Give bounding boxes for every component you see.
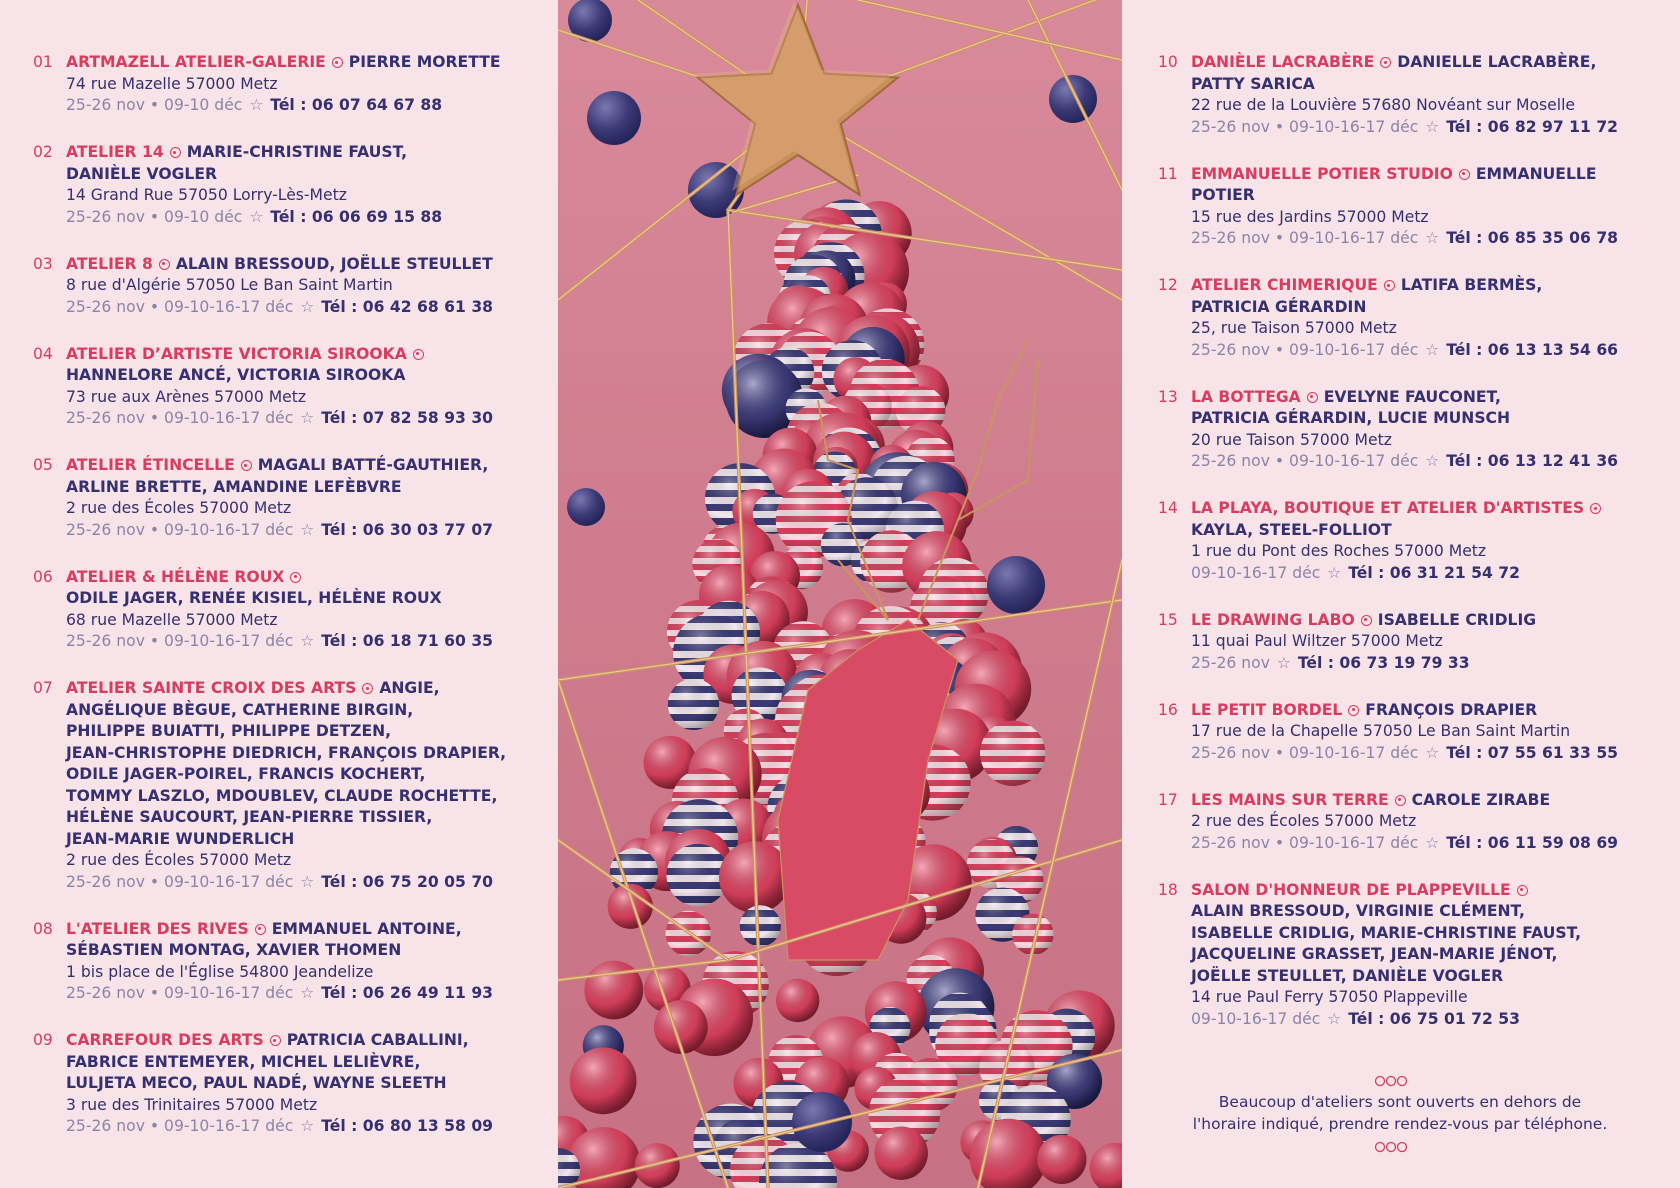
ornament-shading [980,721,1045,786]
star-outline-icon: ☆ [295,872,320,891]
venue-artists-continued: HANNELORE ANCÉ, VICTORIA SIROOKA [66,366,406,384]
circle-dot-icon [1384,280,1395,291]
venue-artists: PIERRE MORETTE [348,53,501,71]
venue-artists-continued: PATRICIA GÉRARDIN [1191,297,1367,316]
venue-title [66,567,558,589]
venue-dates: 25-26 nov • 09-10-16-17 déc [1191,117,1419,136]
venue-address: 22 rue de la Louvière 57680 Novéant sur Moselle [1191,96,1575,114]
venue-dates-line [1158,340,1680,362]
note-line-1: Beaucoup d'ateliers sont ouverts en dehors de [1218,1093,1582,1111]
venue-number: 08 [33,919,53,938]
venue-title [1191,498,1680,520]
circle-dot-icon [362,683,373,694]
venue-name: ATELIER D’ARTISTE VICTORIA SIROOKA [66,344,407,363]
venue-number: 11 [1158,164,1178,183]
venue-dates-line [33,872,558,894]
venue-address: 17 rue de la Chapelle 57050 Le Ban Saint Martin [1191,722,1571,740]
venue-header [33,1030,558,1052]
venue-address: 73 rue aux Arènes 57000 Metz [66,387,307,406]
venue-address: 11 quai Paul Wiltzer 57000 Metz [1191,632,1443,650]
circle-dot-icon [159,259,170,270]
venue-dates: 25-26 nov • 09-10 déc [66,207,243,226]
venue-phone: Tél : 06 26 49 11 93 [321,984,494,1002]
venue-entry [1158,610,1680,675]
venue-dates: 25-26 nov • 09-10-16-17 déc [66,1117,294,1135]
venue-artists: EMMANUELLE [1475,164,1597,183]
venue-address: 8 rue d'Algérie 57050 Le Ban Saint Martin [66,276,393,294]
venue-entry [1158,387,1680,473]
venue-artists-continued: DANIÈLE VOGLER [66,164,217,183]
star-outline-icon: ☆ [1271,653,1296,672]
venue-address: 14 Grand Rue 57050 Lorry-Lès-Metz [66,186,347,204]
note-line-2: l'horaire indiqué, prendre rendez-vous par téléphone. [1192,1115,1608,1133]
venue-name: LA PLAYA, BOUTIQUE ET ATELIER D'ARTISTES [1191,499,1585,517]
venue-title [66,344,558,366]
venue-entry [1158,700,1680,765]
venue-number: 18 [1158,880,1178,899]
star-outline-icon: ☆ [295,632,320,650]
venue-dates: 25-26 nov • 09-10-16-17 déc [66,632,294,650]
venue-number: 15 [1158,610,1178,629]
star-highlight [694,1,894,191]
star-outline-icon: ☆ [244,96,269,114]
venue-artists-continued: JACQUELINE GRASSET, JEAN-MARIE JÉNOT, [1191,945,1558,963]
venue-entry [33,344,558,430]
star-outline-icon: ☆ [295,297,320,316]
venue-number: 16 [1158,700,1178,719]
venue-name: ATELIER & HÉLÈNE ROUX [66,567,285,586]
venue-artists: ALAIN BRESSOUD, JOËLLE STEULLET [175,254,493,273]
circle-dot-icon [241,460,252,471]
venue-dates-line [1158,1009,1680,1031]
star-outline-icon: ☆ [1420,229,1445,247]
ornament-shading [740,905,781,946]
venue-header [33,142,558,164]
venue-entry [1158,880,1680,1031]
venue-phone: Tél : 06 07 64 67 88 [270,96,443,114]
gold-wire-highlight [1028,0,1122,190]
venue-artists-continued: JOËLLE STEULLET, DANIÈLE VOGLER [1191,966,1504,985]
venue-dates: 25-26 nov • 09-10 déc [66,96,243,114]
venue-dates: 25-26 nov • 09-10-16-17 déc [1191,340,1419,359]
venue-name: ARTMAZELL ATELIER-GALERIE [66,53,326,71]
venue-header [33,254,558,276]
venue-artists-continued: HÉLÈNE SAUCOURT, JEAN-PIERRE TISSIER, [66,808,433,826]
venue-entry [33,142,558,228]
venue-entry [1158,164,1680,250]
venue-title [66,1030,558,1052]
star-outline-icon: ☆ [1322,1009,1347,1028]
venue-dates: 25-26 nov • 09-10-16-17 déc [1191,833,1419,852]
venue-title [1191,700,1680,722]
venue-address: 1 rue du Pont des Roches 57000 Metz [1191,542,1487,560]
star-outline-icon: ☆ [295,984,320,1002]
left-column [0,0,558,1188]
venue-dates: 25-26 nov • 09-10-16-17 déc [1191,452,1419,470]
venue-name: LE DRAWING LABO [1191,610,1355,629]
venue-artists-continued: SÉBASTIEN MONTAG, XAVIER THOMEN [66,941,402,959]
venue-number: 07 [33,679,53,697]
venue-dates: 09-10-16-17 déc [1191,1009,1321,1028]
venue-artists-continued: ALAIN BRESSOUD, VIRGINIE CLÉMENT, [1191,902,1525,920]
venue-title [66,455,558,477]
venue-entry [33,919,558,1005]
venue-phone: Tél : 06 11 59 08 69 [1446,833,1619,852]
venue-dates-line [1158,228,1680,250]
venue-header [33,567,558,589]
venue-header [1158,275,1680,297]
venue-dates-line [33,408,558,430]
venue-address: 20 rue Taison 57000 Metz [1191,430,1392,449]
venue-name: ATELIER 8 [66,254,153,273]
venue-name: DANIÈLE LACRABÈRE [1191,53,1375,71]
venue-address: 3 rue des Trinitaires 57000 Metz [66,1095,318,1114]
venue-address: 74 rue Mazelle 57000 Metz [66,74,278,93]
floating-navy-ball [1049,75,1097,123]
venue-title [1191,164,1680,186]
venue-title [66,52,558,74]
venue-dates-line [1158,117,1680,139]
venue-name: ATELIER CHIMERIQUE [1191,276,1378,294]
venue-number: 02 [33,143,53,161]
circle-dot-icon [1307,392,1318,403]
venue-artists: EMMANUEL ANTOINE, [271,919,462,938]
ornament-shading [1037,1135,1086,1184]
venue-phone: Tél : 06 13 13 54 66 [1446,340,1619,359]
venue-artists: PATRICIA CABALLINI, [286,1031,469,1049]
venue-number: 04 [33,344,53,363]
venue-artists: ISABELLE CRIDLIG [1377,610,1537,629]
venue-header [1158,700,1680,722]
venue-artists: ANGIE, [379,679,440,697]
ornament-shading [668,679,719,730]
venue-title [66,142,558,164]
circle-dot-icon [1459,169,1470,180]
venue-title [1191,275,1680,297]
venue-address: 68 rue Mazelle 57000 Metz [66,610,278,629]
venue-dates: 25-26 nov [1191,653,1270,672]
circle-dot-icon [170,147,181,158]
venue-number: 01 [33,53,53,71]
star-outline-icon: ☆ [244,207,269,226]
venue-address: 1 bis place de l'Église 54800 Jeandelize [66,962,374,981]
venue-dates-line [33,297,558,319]
venue-artists: MAGALI BATTÉ-GAUTHIER, [257,456,489,474]
venue-name: ATELIER SAINTE CROIX DES ARTS [66,679,357,697]
venue-dates-line [33,631,558,653]
christmas-tree-illustration [558,0,1122,1188]
circle-dot-icon [1590,503,1601,514]
venue-title [1191,52,1680,74]
right-column [1122,0,1680,1188]
ornament-shading [570,1047,637,1114]
venue-entry [1158,498,1680,584]
venue-entry [33,1030,558,1138]
star-outline-icon: ☆ [1420,743,1445,762]
venue-dates-line [33,207,558,229]
floating-navy-ball [587,91,641,145]
circle-dot-icon [413,349,424,360]
venue-name: LA BOTTEGA [1191,387,1301,406]
gold-wire-highlight [558,960,728,980]
venue-entry [33,254,558,319]
venue-title [66,919,558,941]
venue-entry [33,678,558,893]
venue-name: LE PETIT BORDEL [1191,700,1343,719]
venue-title [1191,610,1680,632]
venue-name: ATELIER 14 [66,143,164,161]
venue-dates: 09-10-16-17 déc [1191,563,1321,582]
venue-header [1158,52,1680,74]
triple-circle-icon [1374,1075,1408,1087]
venue-number: 17 [1158,790,1178,809]
venue-address: 2 rue des Écoles 57000 Metz [1191,812,1417,830]
venue-phone: Tél : 06 80 13 58 09 [321,1117,494,1135]
star-outline-icon: ☆ [295,409,320,427]
venue-artists-continued: TOMMY LASZLO, MDOUBLEV, CLAUDE ROCHETTE, [66,786,498,805]
venue-phone: Tél : 07 82 58 93 30 [321,409,494,427]
venue-artists-continued: LULJETA MECO, PAUL NADÉ, WAYNE SLEETH [66,1074,447,1092]
circle-dot-icon [290,572,301,583]
venue-header [1158,880,1680,902]
venue-entry [1158,275,1680,361]
venue-dates-line [33,95,558,117]
venue-phone: Tél : 06 73 19 79 33 [1297,653,1470,672]
circle-dot-icon [1348,705,1359,716]
venue-entry [33,52,558,117]
venue-artists-continued: PATRICIA GÉRARDIN, LUCIE MUNSCH [1191,409,1511,427]
venue-name: SALON D'HONNEUR DE PLAPPEVILLE [1191,880,1511,899]
venue-name: EMMANUELLE POTIER STUDIO [1191,164,1453,183]
venue-artists-continued: FABRICE ENTEMEYER, MICHEL LELIÈVRE, [66,1052,421,1071]
venue-artists: LATIFA BERMÈS, [1400,276,1543,294]
venue-header [1158,387,1680,409]
venue-phone: Tél : 06 75 20 05 70 [321,872,494,891]
venue-name: LES MAINS SUR TERRE [1191,790,1389,809]
venue-header [33,678,558,700]
floating-navy-ball [567,488,605,526]
star-outline-icon: ☆ [295,1117,320,1135]
venue-entry [33,455,558,541]
venue-artists-continued: JEAN-CHRISTOPHE DIEDRICH, FRANÇOIS DRAPIER, [66,743,507,762]
venue-title [1191,790,1680,812]
venue-artists: DANIELLE LACRABÈRE, [1397,53,1597,71]
venue-address: 14 rue Paul Ferry 57050 Plappeville [1191,988,1468,1006]
venue-entry [1158,52,1680,138]
circle-dot-icon [270,1035,281,1046]
floating-navy-ball [987,556,1045,614]
venue-artists-continued: ANGÉLIQUE BÈGUE, CATHERINE BIRGIN, [66,700,414,719]
venue-phone: Tél : 06 75 01 72 53 [1348,1009,1520,1028]
venue-address: 25, rue Taison 57000 Metz [1191,319,1397,337]
venue-phone: Tél : 06 82 97 11 72 [1446,117,1619,136]
venue-dates: 25-26 nov • 09-10-16-17 déc [66,520,294,539]
venue-number: 03 [33,254,53,273]
venue-title [1191,880,1680,902]
venue-header [33,344,558,366]
venue-artists-continued: POTIER [1191,186,1255,204]
venue-dates-line [1158,653,1680,675]
venue-artists-continued: ODILE JAGER-POIREL, FRANCIS KOCHERT, [66,765,426,783]
venue-artists-continued: PHILIPPE BUIATTI, PHILIPPE DETZEN, [66,722,392,740]
venue-number: 05 [33,456,53,474]
venue-header [1158,790,1680,812]
venue-number: 14 [1158,499,1178,517]
venue-title [66,678,558,700]
circle-dot-icon [1380,57,1391,68]
venue-dates: 25-26 nov • 09-10-16-17 déc [1191,743,1419,762]
opening-hours-note [1140,1091,1660,1135]
venue-dates-line [33,983,558,1005]
star-outline-icon: ☆ [1420,117,1445,136]
venue-dates: 25-26 nov • 09-10-16-17 déc [66,872,294,891]
star-outline-icon: ☆ [1420,452,1445,470]
venue-entry [1158,790,1680,855]
venue-number: 10 [1158,53,1178,71]
venue-header [33,919,558,941]
ornament-shading [1090,1143,1122,1188]
venue-header [33,455,558,477]
ornament-shading [776,979,819,1022]
venue-phone: Tél : 06 13 12 41 36 [1446,452,1619,470]
venue-phone: Tél : 06 30 03 77 07 [321,520,494,539]
venue-dates: 25-26 nov • 09-10-16-17 déc [66,984,294,1002]
venue-dates-line [33,520,558,542]
venue-phone: Tél : 06 18 71 60 35 [321,632,494,650]
venue-artists: FRANÇOIS DRAPIER [1365,700,1538,719]
tree-artwork [558,0,1122,1188]
venue-artists: EVELYNE FAUCONET, [1323,387,1501,406]
venue-address: 2 rue des Écoles 57000 Metz [66,851,292,869]
venue-dates: 25-26 nov • 09-10-16-17 déc [1191,229,1419,247]
venue-artists: CAROLE ZIRABE [1411,790,1551,809]
venue-address: 15 rue des Jardins 57000 Metz [1191,207,1429,226]
venue-dates-line [1158,451,1680,473]
venue-header [1158,610,1680,632]
ornament-shading [875,1127,928,1180]
venue-phone: Tél : 06 85 35 06 78 [1446,229,1619,247]
circle-dot-icon [255,924,266,935]
venue-dates: 25-26 nov • 09-10-16-17 déc [66,409,294,427]
venue-dates-line [1158,833,1680,855]
venue-artists-continued: JEAN-MARIE WUNDERLICH [66,829,295,848]
triple-circle-icon [1374,1141,1408,1153]
venue-phone: Tél : 06 06 69 15 88 [270,207,443,226]
circle-dot-icon [1395,795,1406,806]
venue-header [1158,498,1680,520]
venue-artists-continued: ARLINE BRETTE, AMANDINE LEFÈBVRE [66,477,402,496]
circle-dot-icon [1517,885,1528,896]
venue-header [1158,164,1680,186]
venue-name: CARREFOUR DES ARTS [66,1031,264,1049]
venue-title [1191,387,1680,409]
venue-phone: Tél : 06 31 21 54 72 [1348,563,1520,582]
star-outline-icon: ☆ [1322,563,1347,582]
venue-dates-line [1158,743,1680,765]
venue-name: L'ATELIER DES RIVES [66,919,249,938]
star-outline-icon: ☆ [1420,340,1445,359]
gold-wire-highlight [858,0,1122,60]
venue-artists: MARIE-CHRISTINE FAUST, [186,143,407,161]
venue-number: 12 [1158,276,1178,294]
venue-name: ATELIER ÉTINCELLE [66,456,235,474]
venue-title [66,254,558,276]
venue-artists-continued: KAYLA, STEEL-FOLLIOT [1191,520,1392,539]
venue-phone: Tél : 07 55 61 33 55 [1446,743,1619,762]
venue-phone: Tél : 06 42 68 61 38 [321,297,494,316]
ornament-shading [635,1143,680,1188]
circle-dot-icon [332,57,343,68]
venue-header [33,52,558,74]
star-outline-icon: ☆ [1420,833,1445,852]
venue-number: 06 [33,567,53,586]
venue-address: 2 rue des Écoles 57000 Metz [66,499,292,517]
venue-artists-continued: ISABELLE CRIDLIG, MARIE-CHRISTINE FAUST, [1191,923,1581,942]
circle-dot-icon [1361,615,1372,626]
venue-artists-continued: ODILE JAGER, RENÉE KISIEL, HÉLÈNE ROUX [66,589,442,607]
venue-dates: 25-26 nov • 09-10-16-17 déc [66,297,294,316]
venue-entry [33,567,558,653]
venue-dates-line [33,1116,558,1138]
star-outline-icon: ☆ [295,520,320,539]
venue-dates-line [1158,563,1680,585]
venue-number: 09 [33,1031,53,1049]
venue-number: 13 [1158,387,1178,406]
venue-artists-continued: PATTY SARICA [1191,74,1315,93]
